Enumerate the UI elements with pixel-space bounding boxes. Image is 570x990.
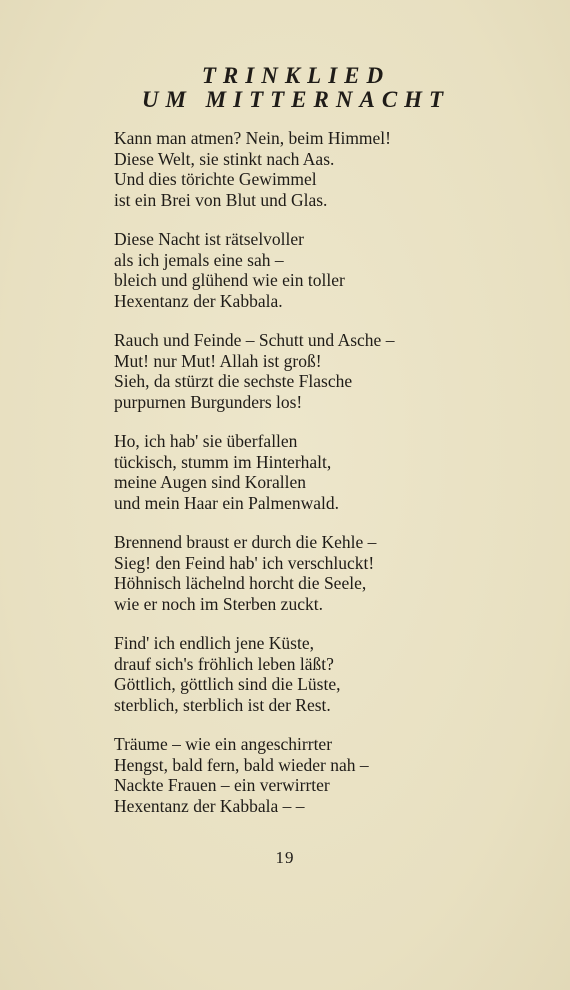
poem-line: meine Augen sind Korallen — [114, 472, 306, 492]
poem-line: purpurnen Burgunders los! — [114, 391, 303, 412]
poem-line: ist ein Brei von Blut und Glas. — [114, 189, 328, 210]
stanza — [114, 431, 534, 513]
poem-line: Und dies törichte Gewimmel — [114, 169, 317, 189]
poem-line: Diese Nacht ist rätselvoller — [114, 229, 305, 249]
stanza — [114, 330, 534, 412]
poem-line: wie er noch im Sterben zuckt. — [114, 593, 323, 614]
poem-line: Nackte Frauen – ein verwirrter — [114, 775, 330, 795]
poem-body — [114, 128, 534, 835]
stanza — [114, 229, 534, 311]
poem-line: als ich jemals eine sah – — [114, 249, 284, 270]
stanza — [114, 128, 534, 210]
poem-line: Hexentanz der Kabbala. — [114, 290, 283, 311]
poem-line: sterblich, sterblich ist der Rest. — [114, 694, 331, 715]
poem-line: bleich und glühend wie ein toller — [114, 270, 345, 290]
poem-line: Höhnisch lächelnd horcht die Seele, — [114, 573, 367, 593]
poem-line: Sieg! den Feind hab' ich verschluckt! — [114, 552, 375, 573]
poem-line: Sieh, da stürzt die sechste Flasche — [114, 371, 353, 391]
poem-line: Rauch und Feinde – Schutt und Asche – — [114, 330, 395, 350]
poem-title-line-1: TRINKLIED — [201, 63, 391, 88]
poem-line: Träume – wie ein angeschirrter — [114, 734, 333, 754]
poem-line: tückisch, stumm im Hinterhalt, — [114, 451, 332, 472]
poem-title-line-2: UM MITTERNACHT — [141, 87, 451, 112]
poem-line: drauf sich's fröhlich leben läßt? — [114, 653, 334, 674]
stanza — [114, 532, 534, 614]
poem-line: Kann man atmen? Nein, beim Himmel! — [114, 128, 392, 148]
poem-line: Hengst, bald fern, bald wieder nah – — [114, 754, 369, 775]
poem-line: Mut! nur Mut! Allah ist groß! — [114, 350, 322, 371]
poem-line: Hexentanz der Kabbala – – — [114, 795, 305, 816]
poem-line: Diese Welt, sie stinkt nach Aas. — [114, 148, 335, 169]
page-number: 19 — [275, 848, 295, 867]
poem-line: und mein Haar ein Palmenwald. — [114, 492, 340, 513]
poem-line: Brennend braust er durch die Kehle – — [114, 532, 377, 552]
stanza — [114, 633, 534, 715]
poem-line: Göttlich, göttlich sind die Lüste, — [114, 674, 341, 694]
poem-line: Ho, ich hab' sie überfallen — [114, 431, 298, 451]
poem-line: Find' ich endlich jene Küste, — [114, 633, 314, 653]
stanza — [114, 734, 534, 816]
